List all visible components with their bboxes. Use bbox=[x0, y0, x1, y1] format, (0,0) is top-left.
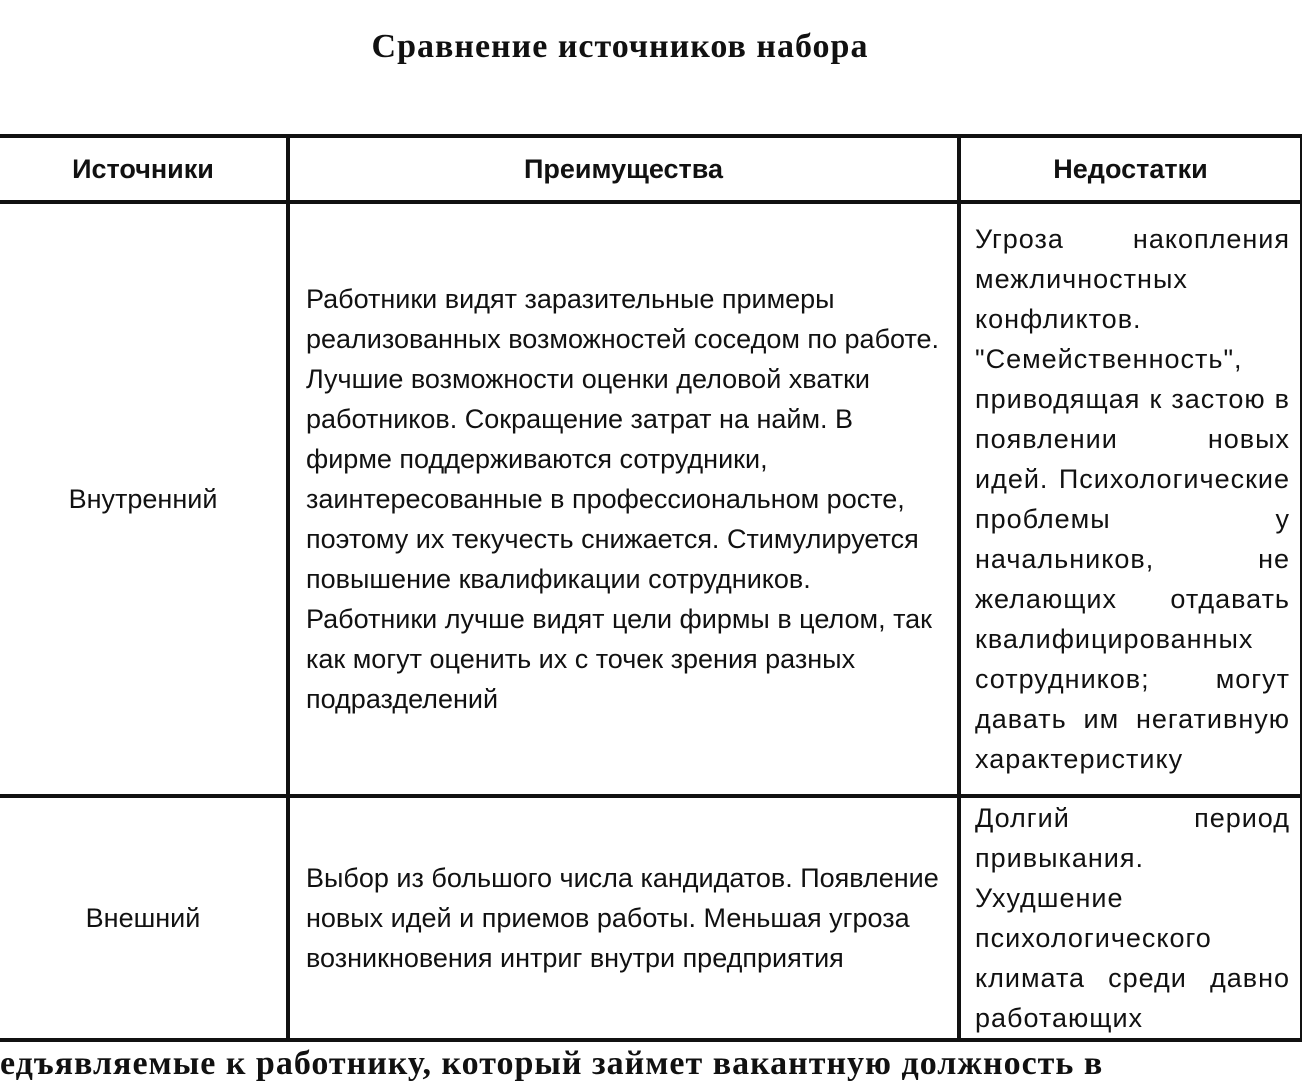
table-header-row bbox=[0, 136, 1302, 202]
header-sources: Источники bbox=[0, 136, 288, 202]
cut-off-body-text: едъявляемые к работнику, который займет вакантную должность в bbox=[0, 1045, 1104, 1082]
table-row bbox=[0, 202, 1302, 796]
advantages-cell-internal: Работники видят заразительные примеры реализованных возможностей соседом по работе. Лучшие возможности оценки деловой хватки работников. Сокращение затрат на найм. В фирме поддерживаются сотрудники, заинтересованные в профессиональном росте, поэтому их текучесть снижается. Стимулируется повышение квалификации сотрудников. Работники лучше видят цели фирмы в целом, так как могут оценить их с точек зрения разных подразделений bbox=[288, 202, 959, 796]
source-cell-external: Внешний bbox=[0, 796, 288, 1040]
disadvantages-cell-external: Долгий период привыкания. Ухудшение психологического климата среди давно работающих bbox=[959, 796, 1302, 1040]
table-row bbox=[0, 796, 1302, 1040]
sources-comparison-table bbox=[0, 134, 1302, 1042]
header-disadvantages: Недостатки bbox=[959, 136, 1302, 202]
source-cell-internal: Внутренний bbox=[0, 202, 288, 796]
page-title: Сравнение источников набора bbox=[371, 28, 869, 65]
header-advantages: Преимущества bbox=[288, 136, 959, 202]
disadvantages-cell-internal: Угроза накопления межличностных конфликтов. "Семейственность", приводящая к застою в появлении новых идей. Психологические проблемы у начальников, не желающих отдавать квалифицированных сотрудников; могут давать им негативную характеристику bbox=[959, 202, 1302, 796]
advantages-cell-external: Выбор из большого числа кандидатов. Появление новых идей и приемов работы. Меньшая угроза возникновения интриг внутри предприятия bbox=[288, 796, 959, 1040]
